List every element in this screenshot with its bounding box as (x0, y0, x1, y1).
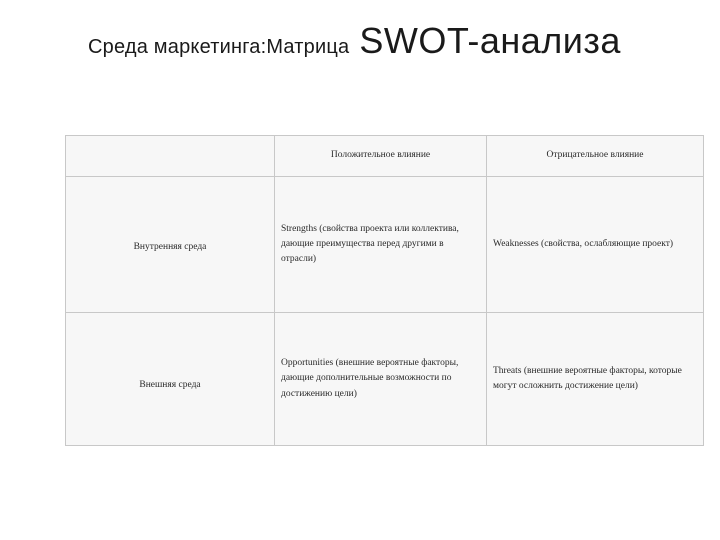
cell-weaknesses: Weaknesses (свойства, ослабляющие проект) (487, 177, 704, 313)
table-row-internal (66, 177, 704, 313)
title-main: SWOT-анализа (359, 20, 621, 61)
header-empty-cell (66, 136, 275, 177)
row-label-internal (66, 177, 275, 313)
table-header-row (66, 136, 704, 177)
title-prefix: Среда маркетинга:Матрица (88, 36, 350, 58)
row-label-external (66, 313, 275, 446)
row-label-internal-text: Внутренняя среда (133, 241, 207, 252)
table-row-external (66, 313, 704, 446)
cell-threats: Threats (внешние вероятные факторы, которые могут осложнить достижение цели) (487, 313, 704, 446)
cell-opportunities: Opportunities (внешние вероятные факторы, дающие дополнительные возможности по достижению цели) (275, 313, 487, 446)
header-negative-influence: Отрицательное влияние (487, 136, 704, 177)
row-label-external-text: Внешняя среда (139, 380, 201, 391)
cell-strengths: Strengths (свойства проекта или коллектива, дающие преимущества перед другими в отрасли) (275, 177, 487, 313)
swot-matrix-table (65, 135, 704, 446)
header-positive-influence: Положительное влияние (275, 136, 487, 177)
slide-title (88, 20, 621, 62)
